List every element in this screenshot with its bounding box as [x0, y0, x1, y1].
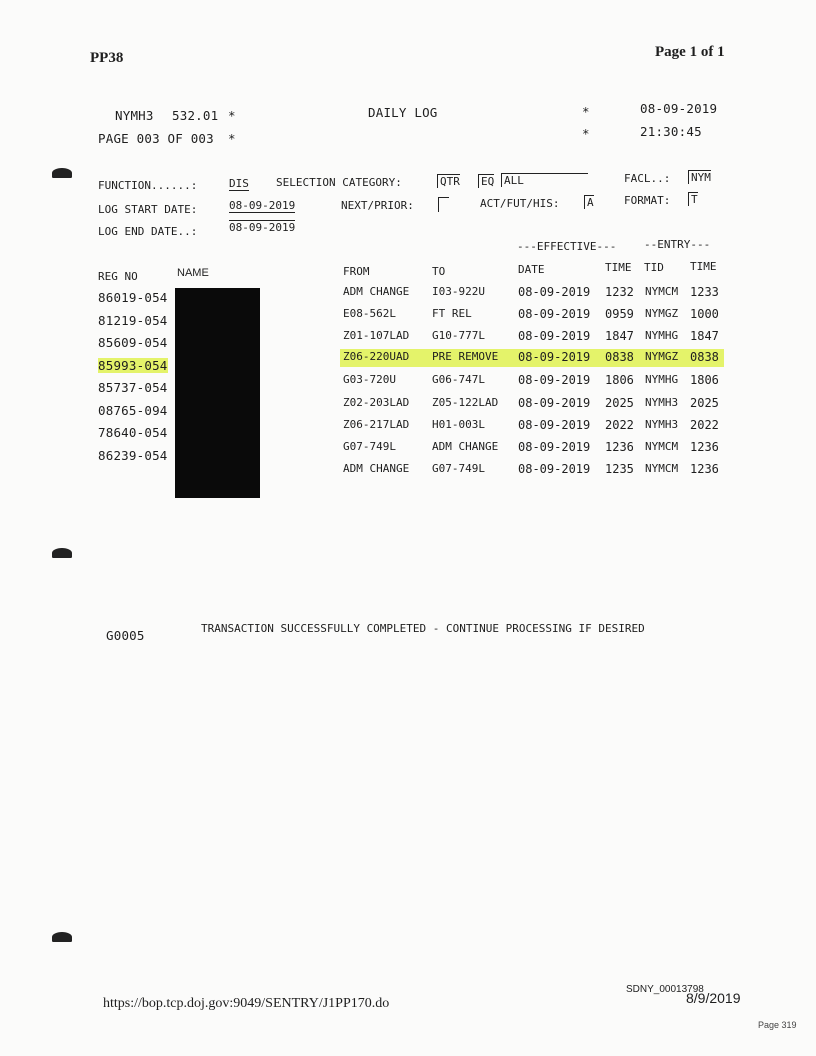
row-cell-tid: NYMCM	[645, 440, 679, 453]
reg-number: 85737-054	[98, 380, 168, 395]
row-cell-date: 08-09-2019	[518, 307, 591, 321]
function-field[interactable]: DIS	[229, 177, 249, 190]
row-cell-date: 08-09-2019	[518, 373, 591, 387]
row-cell-time: 0838	[605, 350, 634, 364]
page-number: Page 319	[758, 1020, 797, 1030]
reg-number: 86019-054	[98, 290, 168, 305]
format-field[interactable]: T	[688, 192, 698, 206]
effective-group-header: ---EFFECTIVE---	[517, 240, 617, 253]
log-start-date-field[interactable]: 08-09-2019	[229, 199, 296, 212]
screen-title: DAILY LOG	[368, 105, 438, 120]
facility-field[interactable]: NYM	[688, 170, 711, 184]
row-cell-entry-time: 0838	[690, 350, 719, 364]
row-cell-to: H01-003L	[432, 418, 485, 431]
row-cell-from: Z01-107LAD	[343, 329, 410, 342]
selection-category-label: SELECTION CATEGORY:	[276, 176, 402, 189]
col-header-name: NAME	[177, 267, 209, 279]
log-start-date-label: LOG START DATE:	[98, 203, 198, 216]
row-cell-date: 08-09-2019	[518, 418, 591, 432]
row-cell-from: Z02-203LAD	[343, 396, 410, 409]
col-header-date: DATE	[518, 263, 545, 276]
act-fut-his-label: ACT/FUT/HIS:	[480, 197, 560, 210]
redaction-box	[175, 288, 260, 498]
row-cell-to: G07-749L	[432, 462, 485, 475]
row-cell-entry-time: 2025	[690, 396, 719, 410]
row-cell-entry-time: 1806	[690, 373, 719, 387]
row-cell-from: G07-749L	[343, 440, 396, 453]
row-cell-from: E08-562L	[343, 307, 396, 320]
row-cell-from: Z06-217LAD	[343, 418, 410, 431]
star-marker: *	[228, 108, 236, 123]
row-cell-time: 2022	[605, 418, 634, 432]
star-marker: *	[582, 126, 590, 141]
message-code: G0005	[106, 628, 145, 643]
row-cell-time: 1847	[605, 329, 634, 343]
status-message: TRANSACTION SUCCESSFULLY COMPLETED - CONTINUE PROCESSING IF DESIRED	[201, 622, 645, 635]
screen-date: 08-09-2019	[640, 101, 718, 116]
row-cell-tid: NYMHG	[645, 329, 679, 342]
row-cell-date: 08-09-2019	[518, 396, 591, 410]
eq-label: EQ	[478, 174, 494, 188]
row-cell-time: 2025	[605, 396, 634, 410]
print-date: 8/9/2019	[686, 990, 741, 1006]
function-label: FUNCTION......:	[98, 179, 198, 192]
bates-number: SDNY_00013798	[626, 984, 704, 995]
row-cell-date: 08-09-2019	[518, 329, 591, 343]
punch-hole-mark	[52, 548, 72, 558]
source-url: https://bop.tcp.doj.gov:9049/SENTRY/J1PP170.do	[103, 996, 390, 1011]
row-cell-tid: NYMCM	[645, 285, 679, 298]
row-cell-to: G10-777L	[432, 329, 485, 342]
reg-number: 81219-054	[98, 313, 168, 328]
page-indicator: PAGE 003 OF 003	[98, 131, 214, 146]
row-cell-tid: NYMH3	[645, 396, 679, 409]
row-cell-tid: NYMGZ	[645, 307, 679, 320]
row-cell-tid: NYMH3	[645, 418, 679, 431]
col-header-from: FROM	[343, 265, 370, 278]
screen-time: 21:30:45	[640, 124, 702, 139]
col-header-reg-no: REG NO	[98, 270, 138, 283]
row-cell-to: G06-747L	[432, 373, 485, 386]
row-cell-tid: NYMCM	[645, 462, 679, 475]
row-cell-to: ADM CHANGE	[432, 440, 499, 453]
col-header-entry-time: TIME	[690, 260, 717, 273]
reg-number: 86239-054	[98, 448, 168, 463]
reg-number: 78640-054	[98, 425, 168, 440]
row-cell-entry-time: 1236	[690, 462, 719, 476]
next-prior-field[interactable]	[438, 197, 449, 212]
form-code: PP38	[90, 50, 124, 66]
star-marker: *	[582, 104, 590, 119]
row-cell-entry-time: 2022	[690, 418, 719, 432]
row-cell-time: 1232	[605, 285, 634, 299]
row-cell-entry-time: 1233	[690, 285, 719, 299]
row-cell-date: 08-09-2019	[518, 462, 591, 476]
punch-hole-mark	[52, 168, 72, 178]
punch-hole-mark	[52, 932, 72, 942]
facility-label: FACL..:	[624, 172, 671, 185]
reg-number-highlighted: 85993-054	[98, 358, 168, 373]
row-cell-to: I03-922U	[432, 285, 485, 298]
row-cell-tid: NYMHG	[645, 373, 679, 386]
row-cell-date: 08-09-2019	[518, 440, 591, 454]
log-end-date-label: LOG END DATE..:	[98, 225, 198, 238]
row-cell-entry-time: 1236	[690, 440, 719, 454]
selection-category-field[interactable]: QTR	[437, 174, 460, 188]
row-cell-time: 0959	[605, 307, 634, 321]
col-header-time: TIME	[605, 261, 632, 274]
next-prior-label: NEXT/PRIOR:	[341, 199, 414, 212]
row-cell-from: Z06-220UAD	[343, 350, 410, 363]
log-end-date-field[interactable]: 08-09-2019	[229, 221, 296, 234]
row-cell-from: G03-720U	[343, 373, 396, 386]
reg-number: 85609-054	[98, 335, 168, 350]
row-cell-to: FT REL	[432, 307, 472, 320]
row-cell-time: 1236	[605, 440, 634, 454]
row-cell-to: PRE REMOVE	[432, 350, 499, 363]
entry-group-header: --ENTRY---	[644, 238, 711, 251]
row-cell-tid: NYMGZ	[645, 350, 679, 363]
eq-value-field[interactable]: ALL	[501, 173, 588, 187]
row-cell-time: 1806	[605, 373, 634, 387]
system-id: NYMH3	[115, 108, 154, 123]
row-cell-from: ADM CHANGE	[343, 462, 410, 475]
row-cell-to: Z05-122LAD	[432, 396, 499, 409]
row-cell-date: 08-09-2019	[518, 285, 591, 299]
act-fut-his-field[interactable]: A	[584, 195, 594, 209]
col-header-to: TO	[432, 265, 446, 278]
version: 532.01	[172, 108, 219, 123]
row-cell-time: 1235	[605, 462, 634, 476]
format-label: FORMAT:	[624, 194, 671, 207]
reg-number: 08765-094	[98, 403, 168, 418]
star-marker: *	[228, 131, 236, 146]
col-header-tid: TID	[644, 261, 664, 274]
row-cell-from: ADM CHANGE	[343, 285, 410, 298]
row-cell-entry-time: 1000	[690, 307, 719, 321]
page-of-label: Page 1 of 1	[655, 44, 725, 60]
row-cell-date: 08-09-2019	[518, 350, 591, 364]
row-cell-entry-time: 1847	[690, 329, 719, 343]
